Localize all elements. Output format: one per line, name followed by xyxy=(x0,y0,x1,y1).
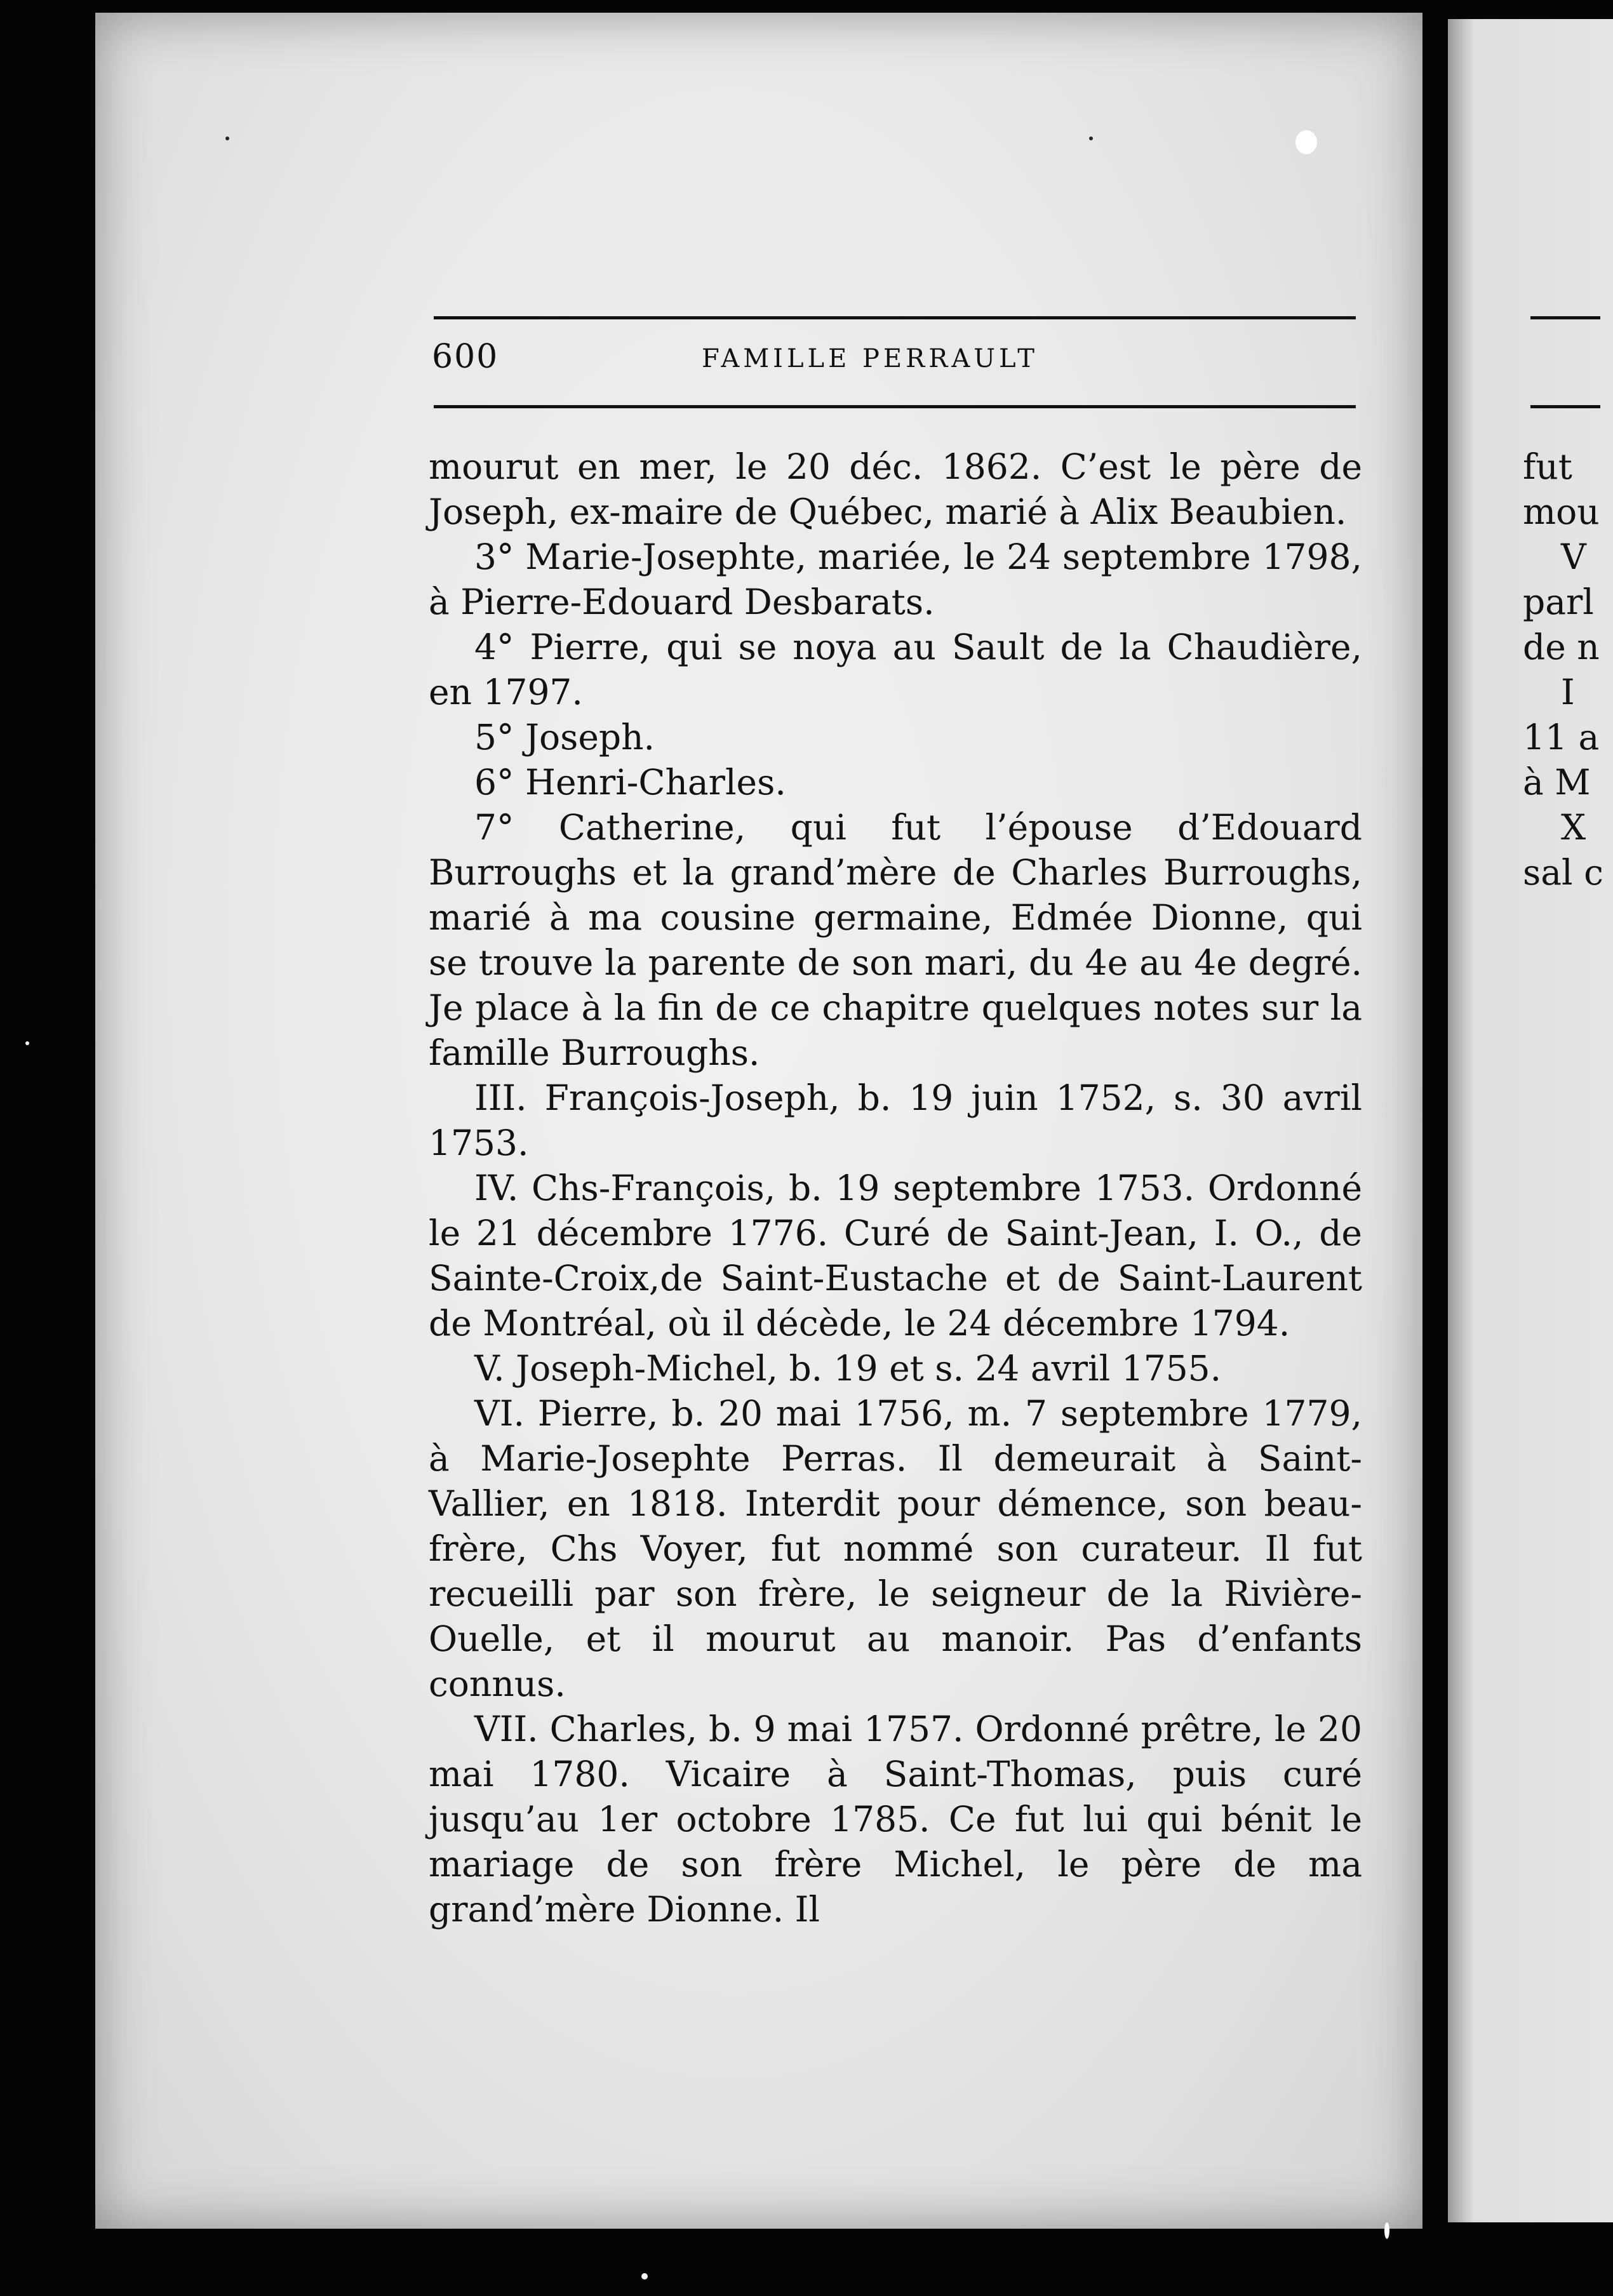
facing-line: fut xyxy=(1523,446,1572,487)
header-rule-bottom xyxy=(434,405,1356,408)
facing-header-rule-top xyxy=(1530,316,1600,319)
facing-page-edge xyxy=(1448,19,1613,2222)
facing-line: 11 a xyxy=(1523,717,1600,758)
paragraph: 3° Marie-Josephte, mariée, le 24 septembre 1798, à Pierre-Edouard Desbarats. xyxy=(429,537,1362,622)
facing-header-rule-bottom xyxy=(1530,405,1600,408)
paragraph: 4° Pierre, qui se noya au Sault de la Chaudière, en 1797. xyxy=(429,627,1362,712)
facing-line: I xyxy=(1561,672,1575,712)
facing-line: sal c xyxy=(1523,852,1603,893)
header-rule-top xyxy=(434,316,1356,319)
facing-line: mou xyxy=(1523,491,1600,532)
paragraph: mourut en mer, le 20 déc. 1862. C’est le père de Joseph, ex-maire de Québec, marié à Alix Beaubien. xyxy=(429,446,1362,532)
paragraph: 6° Henri-Charles. xyxy=(474,762,786,803)
scan-speck xyxy=(1089,137,1093,140)
facing-page-text xyxy=(1523,444,1612,895)
page-number: 600 xyxy=(432,338,499,376)
paragraph: IV. Chs-François, b. 19 septembre 1753. Ordonné le 21 décembre 1776. Curé de Saint-Jean, I. O., de Sainte-Croix,de Saint-Eustache et de Saint-Laurent de Montréal, où il décède, le 24 décembre 1794. xyxy=(429,1168,1362,1344)
body-text xyxy=(429,444,1362,1932)
scan-speck xyxy=(25,1041,29,1045)
scan-speck xyxy=(1384,2222,1389,2239)
paragraph: V. Joseph-Michel, b. 19 et s. 24 avril 1755. xyxy=(474,1348,1222,1389)
facing-line: parl xyxy=(1523,582,1594,622)
paragraph: VII. Charles, b. 9 mai 1757. Ordonné prêtre, le 20 mai 1780. Vicaire à Saint-Thomas, puis curé jusqu’au 1er octobre 1785. Ce fut lui qui bénit le mariage de son frère Michel, le père de ma grand’mère Dionne. Il xyxy=(429,1709,1362,1930)
facing-line: X xyxy=(1561,807,1586,848)
scan-speck xyxy=(225,137,229,140)
paragraph: 5° Joseph. xyxy=(474,717,655,758)
paragraph: VI. Pierre, b. 20 mai 1756, m. 7 septembre 1779, à Marie-Josephte Perras. Il demeurait à Saint-Vallier, en 1818. Interdit pour démence, son beau-frère, Chs Voyer, fut nommé son curateur. Il fut recueilli par son frère, le seigneur de la Rivière-Ouelle, et il mourut au manoir. Pas d’enfants connus. xyxy=(429,1393,1362,1704)
facing-line: de n xyxy=(1523,627,1600,667)
facing-line: V xyxy=(1561,537,1586,577)
running-head: FAMILLE PERRAULT xyxy=(702,344,1038,373)
scan-speck xyxy=(1295,130,1317,154)
paragraph: III. François-Joseph, b. 19 juin 1752, s. 30 avril 1753. xyxy=(429,1078,1362,1163)
scan-speck xyxy=(641,2273,648,2279)
facing-line: à M xyxy=(1523,762,1591,803)
paragraph: 7° Catherine, qui fut l’épouse d’Edouard Burroughs et la grand’mère de Charles Burroughs, marié à ma cousine germaine, Edmée Dionne, qui se trouve la parente de son mari, du 4e au 4e degré. Je place à la fin de ce chapitre quelques notes sur la famille Burroughs. xyxy=(429,807,1362,1073)
